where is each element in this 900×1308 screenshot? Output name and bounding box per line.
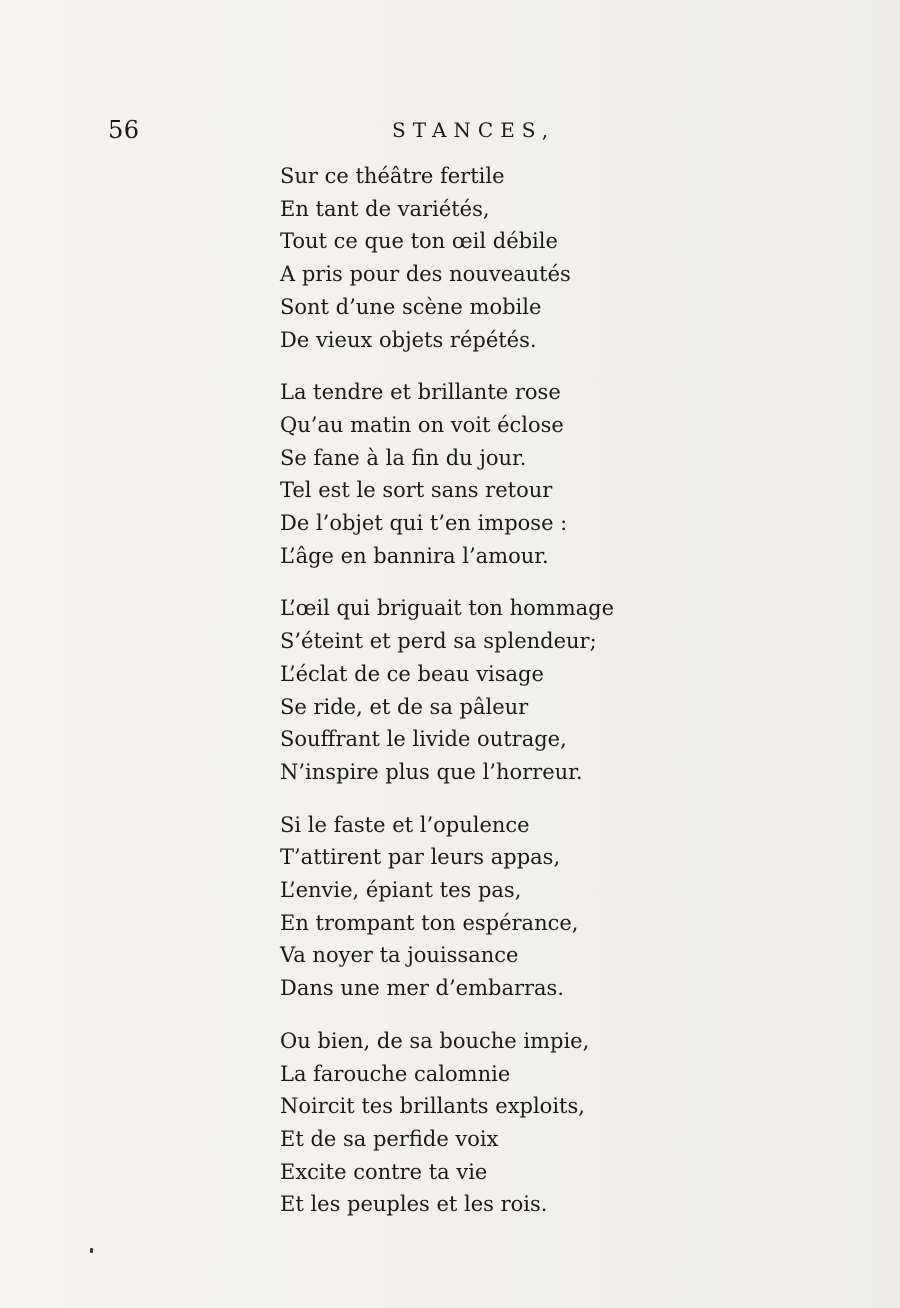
verse-line: L’âge en bannira l’amour. <box>280 543 549 568</box>
verse-line: De l’objet qui t’en impose : <box>280 511 568 536</box>
verse-line: En trompant ton espérance, <box>280 910 579 935</box>
verse-line: La farouche calomnie <box>280 1061 511 1086</box>
stanza <box>280 376 700 572</box>
verse-line: De vieux objets répétés. <box>280 327 537 352</box>
verse-line: Sont d’une scène mobile <box>280 294 542 319</box>
verse-line: L’envie, épiant tes pas, <box>280 878 522 903</box>
verse-line: La tendre et brillante rose <box>280 380 561 405</box>
verse-line: Va noyer ta jouissance <box>280 943 519 968</box>
verse-line: Ou bien, de sa bouche impie, <box>280 1028 590 1053</box>
page-number: 56 <box>108 116 140 144</box>
verse-line: Excite contre ta vie <box>280 1159 488 1184</box>
verse-line: Tout ce que ton œil débile <box>280 229 558 254</box>
verse-line: Tel est le sort sans retour <box>280 478 553 503</box>
verse-line: Se ride, et de sa pâleur <box>280 694 529 719</box>
verse-line: Si le faste et l’opulence <box>280 812 530 837</box>
verse-line: Souffrant le livide outrage, <box>280 727 567 752</box>
verse-line: Sur ce théâtre fertile <box>280 164 505 188</box>
verse-line: L’œil qui briguait ton hommage <box>280 596 615 621</box>
verse-line: A pris pour des nouveautés <box>280 262 571 287</box>
ink-speck <box>90 1248 93 1253</box>
stanza <box>280 1025 700 1221</box>
verse-line: Et les peuples et les rois. <box>280 1192 548 1217</box>
verse-line: N’inspire plus que l’horreur. <box>280 759 583 784</box>
verse-line: Se fane à la fin du jour. <box>280 445 527 470</box>
verse-line: T’attirent par leurs appas, <box>280 845 561 870</box>
verse-line: Qu’au matin on voit éclose <box>280 412 564 437</box>
running-title: STANCES, <box>392 118 556 142</box>
stanza <box>280 809 700 1005</box>
verse-line: Noircit tes brillants exploits, <box>280 1094 585 1119</box>
verse-line: S’éteint et perd sa splendeur; <box>280 629 597 654</box>
verse-line: Dans une mer d’embarras. <box>280 976 565 1001</box>
stanza <box>280 160 700 356</box>
poem <box>280 160 700 1241</box>
verse-line: En tant de variétés, <box>280 196 490 221</box>
stanza <box>280 592 700 788</box>
verse-line: Et de sa perfide voix <box>280 1126 499 1151</box>
verse-line: L’éclat de ce beau visage <box>280 661 544 686</box>
